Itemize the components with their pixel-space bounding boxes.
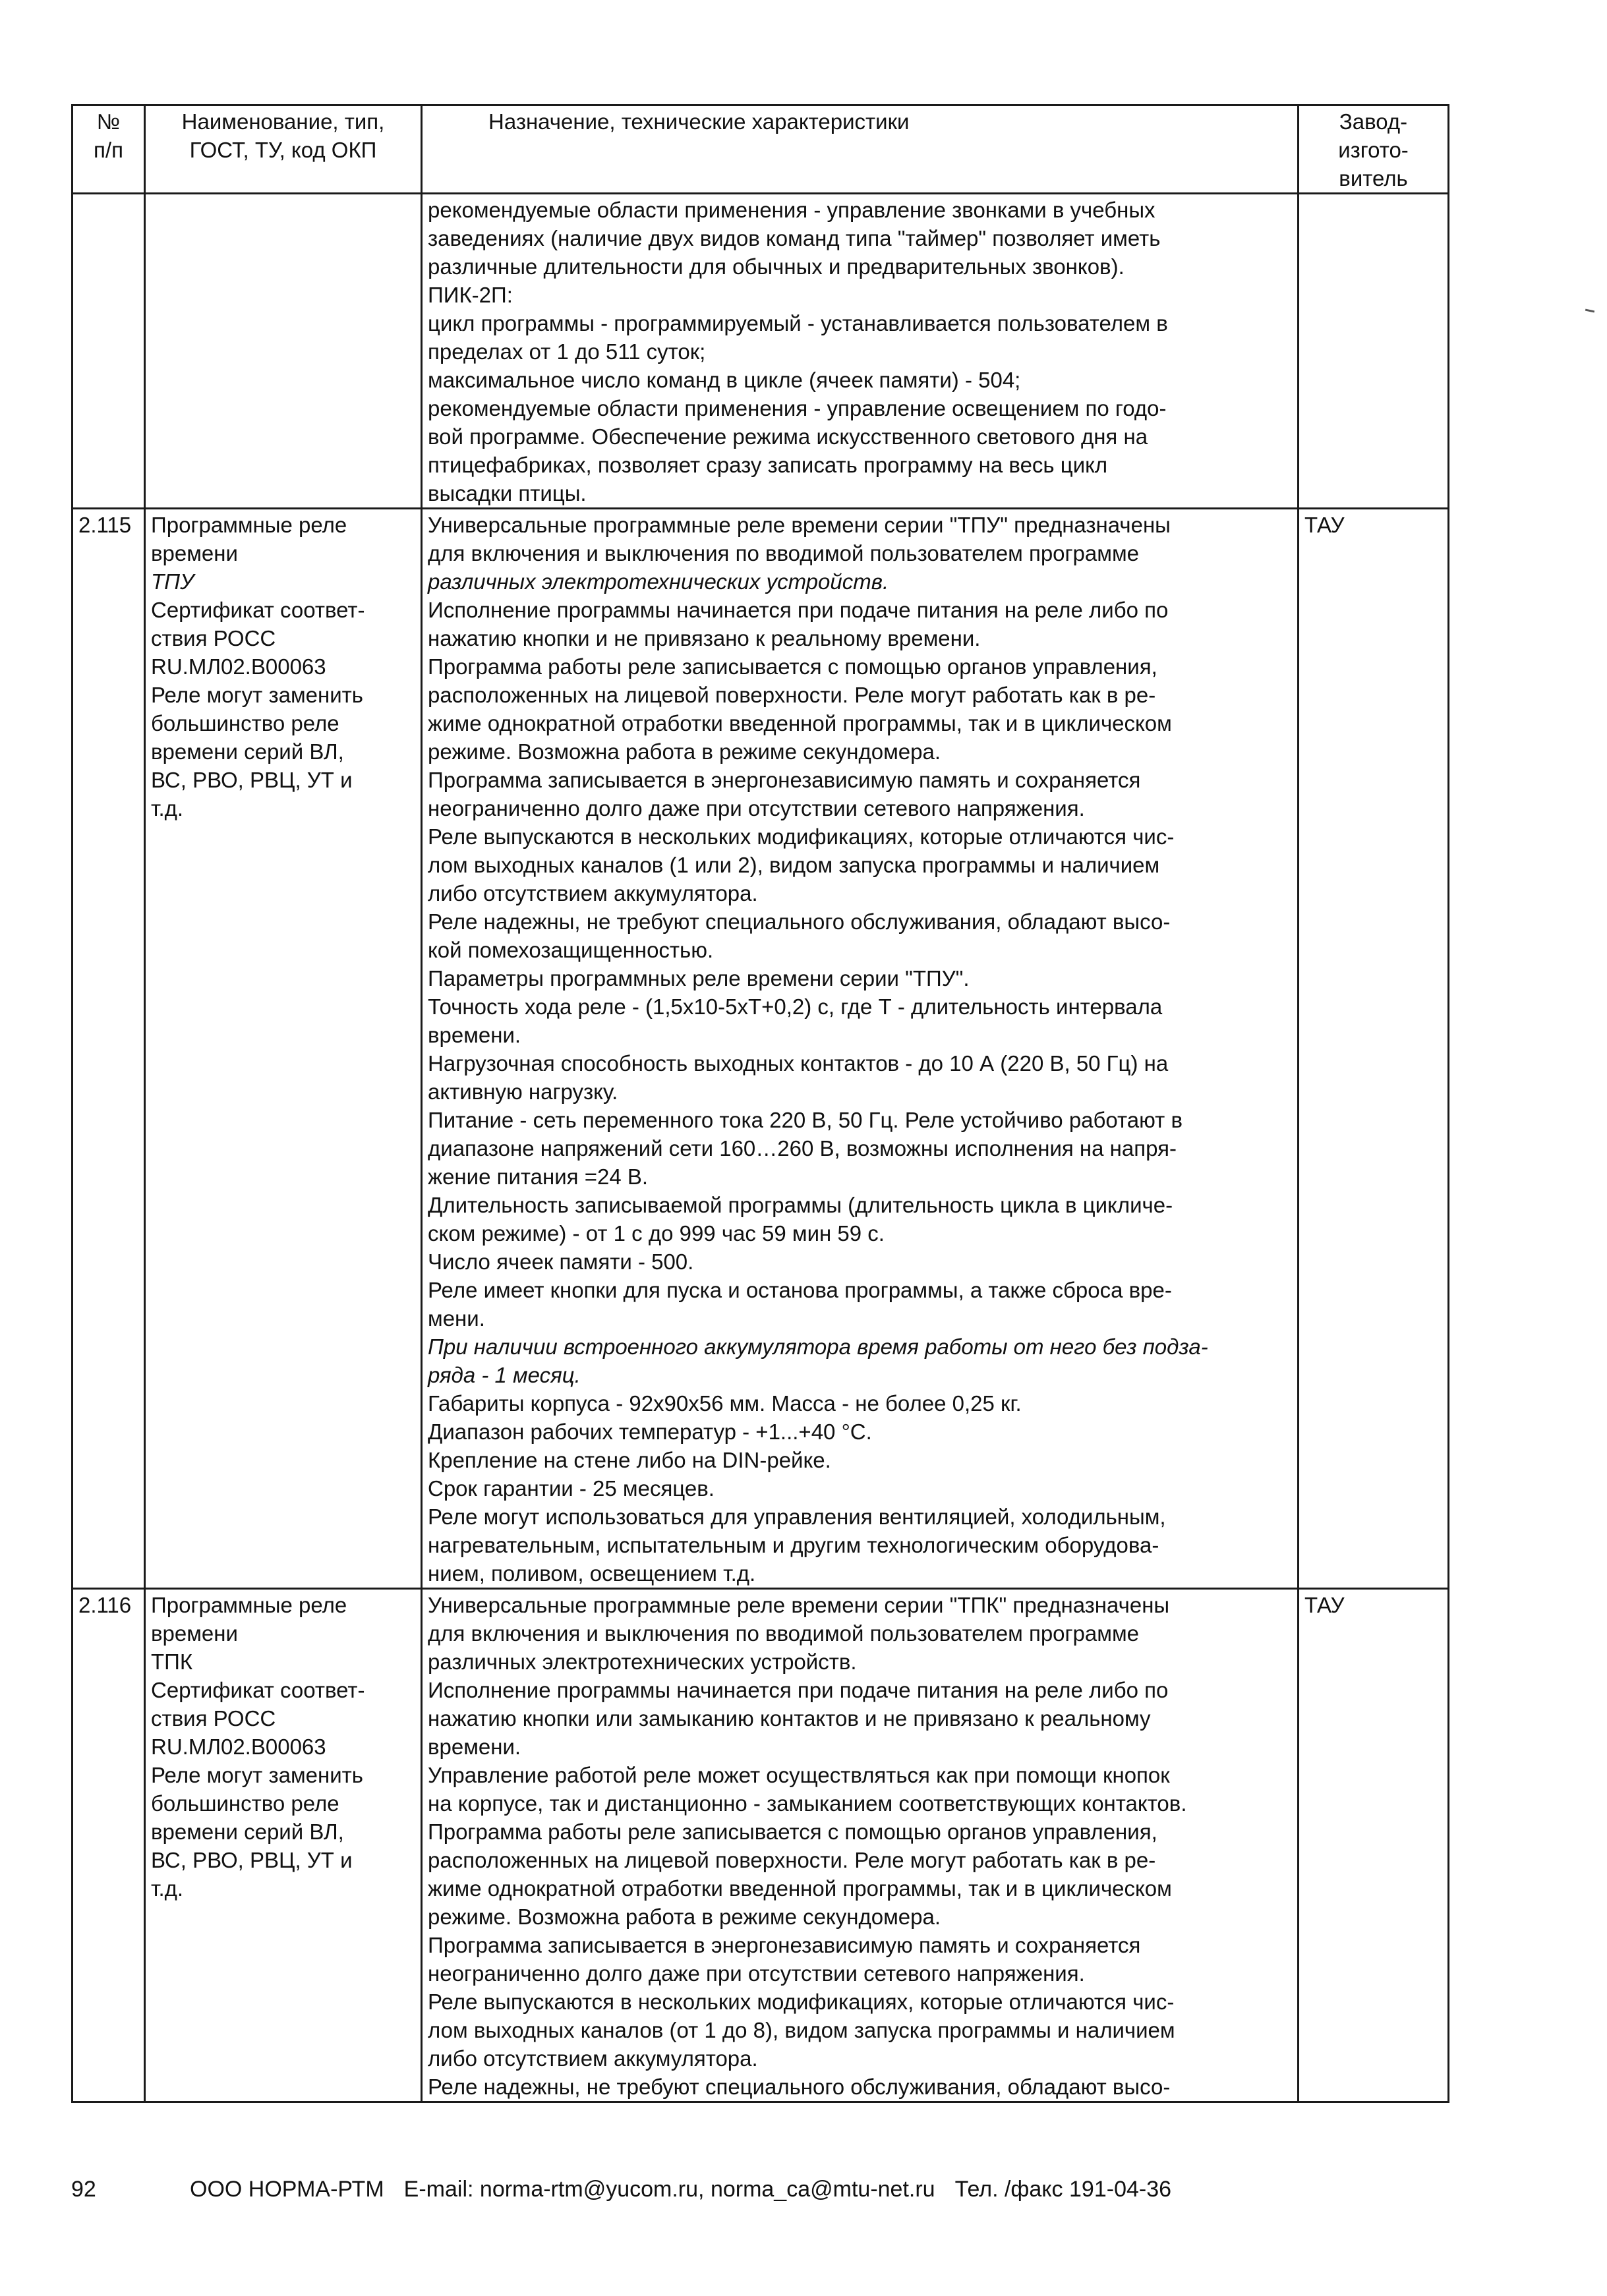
text-line: максимальное число команд в цикле (ячеек памяти) - 504; xyxy=(428,368,1021,392)
text-line: на корпусе, так и дистанционно - замыканием соответствующих контактов. xyxy=(428,1791,1187,1816)
footer-email-1: norma-rtm@yucom.ru, xyxy=(479,2177,705,2202)
text-line: цикл программы - программируемый - устанавливается пользователем в xyxy=(428,311,1168,335)
text-line: жиме однократной отработки введенной программы, так и в циклическом xyxy=(428,1876,1172,1901)
text-line: Реле надежны, не требуют специального обслуживания, обладают высо- xyxy=(428,909,1171,934)
cell-description xyxy=(422,194,1299,509)
table-row-2-116 xyxy=(73,1589,1449,2102)
text-line: птицефабриках, позволяет сразу записать программу на весь цикл xyxy=(428,453,1108,477)
text-line: Точность хода реле - (1,5х10-5хТ+0,2) с, где Т - длительность интервала xyxy=(428,994,1163,1019)
text-line: Программа записывается в энергонезависимую память и сохраняется xyxy=(428,1933,1141,1957)
text-line: Программа работы реле записывается с помощью органов управления, xyxy=(428,1820,1157,1844)
text-line: лом выходных каналов (от 1 до 8), видом запуска программы и наличием xyxy=(428,2018,1175,2042)
text-line: Питание - сеть переменного тока 220 В, 50 Гц. Реле устойчиво работают в xyxy=(428,1108,1183,1132)
text-line: Нагрузочная способность выходных контактов - до 10 А (220 В, 50 Гц) на xyxy=(428,1051,1169,1076)
text-line: нием, поливом, освещением т.д. xyxy=(428,1561,756,1586)
text-line: т.д. xyxy=(151,796,184,820)
text-line: ВС, РВО, РВЦ, УТ и xyxy=(151,768,353,792)
header-purpose: Назначение, технические характеристики xyxy=(422,105,1299,194)
text-line: Реле могут использоваться для управления вентиляцией, холодильным, xyxy=(428,1505,1166,1529)
text-line: рекомендуемые области применения - управление звонками в учебных xyxy=(428,198,1155,222)
text-line: Параметры программных реле времени серии "ТПУ". xyxy=(428,966,970,990)
text-line: Реле имеет кнопки для пуска и останова программы, а также сброса вре- xyxy=(428,1278,1172,1302)
cell-description xyxy=(422,509,1299,1589)
cell-maker xyxy=(1299,194,1449,509)
text-line: Программные реле xyxy=(151,1593,347,1617)
text-line: большинство реле xyxy=(151,1791,339,1816)
text-line: ТПУ xyxy=(151,569,194,594)
text-line: для включения и выключения по вводимой пользователем программе xyxy=(428,1621,1139,1646)
text-line: диапазоне напряжений сети 160…260 В, возможны исполнения на напря- xyxy=(428,1136,1177,1161)
text-line: времени серий ВЛ, xyxy=(151,1820,344,1844)
cell-maker: ТАУ xyxy=(1299,1589,1449,2102)
footer-company: ООО НОРМА-РТМ xyxy=(190,2177,384,2202)
text-line: мени. xyxy=(428,1306,485,1331)
text-line: Программа записывается в энергонезависимую память и сохраняется xyxy=(428,768,1141,792)
text-line: режиме. Возможна работа в режиме секундомера. xyxy=(428,739,941,764)
text-line: Программные реле xyxy=(151,513,347,537)
text-line: кой помехозащищенностью. xyxy=(428,938,714,962)
text-line: расположенных на лицевой поверхности. Реле могут работать как в ре- xyxy=(428,1848,1156,1872)
text-line: времени xyxy=(151,1621,238,1646)
text-line: либо отсутствием аккумулятора. xyxy=(428,881,758,905)
cell-name xyxy=(145,1589,422,2102)
text-line: либо отсутствием аккумулятора. xyxy=(428,2046,758,2071)
text-line: ВС, РВО, РВЦ, УТ и xyxy=(151,1848,353,1872)
text-line: Реле надежны, не требуют специального обслуживания, обладают высо- xyxy=(428,2075,1171,2099)
text-line: Крепление на стене либо на DIN-рейке. xyxy=(428,1448,831,1472)
catalog-table xyxy=(71,104,1449,2103)
text-line: RU.МЛ02.В00063 xyxy=(151,654,326,679)
text-line: заведениях (наличие двух видов команд типа "таймер" позволяет иметь xyxy=(428,226,1161,250)
text-line: т.д. xyxy=(151,1876,184,1901)
text-line: жение питания =24 В. xyxy=(428,1164,649,1189)
text-line: Программа работы реле записывается с помощью органов управления, xyxy=(428,654,1157,679)
text-line: Управление работой реле может осуществляться как при помощи кнопок xyxy=(428,1763,1170,1787)
text-line: При наличии встроенного аккумулятора время работы от него без подза- xyxy=(428,1335,1208,1359)
text-line: рекомендуемые области применения - управление освещением по годо- xyxy=(428,396,1167,420)
text-line: неограниченно долго даже при отсутствии сетевого напряжения. xyxy=(428,1961,1085,1986)
text-line: Габариты корпуса - 92х90х56 мм. Масса - не более 0,25 кг. xyxy=(428,1391,1022,1416)
cell-no: 2.115 xyxy=(73,509,145,1589)
header-maker: Завод- изгото- витель xyxy=(1299,105,1449,194)
text-line: нажатию кнопки и не привязано к реальному времени. xyxy=(428,626,981,650)
text-line: времени xyxy=(151,541,238,565)
text-line: Сертификат соответ- xyxy=(151,598,365,622)
text-line: режиме. Возможна работа в режиме секундомера. xyxy=(428,1905,941,1929)
text-line: RU.МЛ02.В00063 xyxy=(151,1735,326,1759)
text-line: ствия РОСС xyxy=(151,1706,276,1731)
table-row-continuation xyxy=(73,194,1449,509)
text-line: Исполнение программы начинается при подаче питания на реле либо по xyxy=(428,1678,1169,1702)
scan-mark xyxy=(1585,309,1594,313)
page-number: 92 xyxy=(71,2177,96,2202)
text-line: Универсальные программные реле времени серии "ТПК" предназначены xyxy=(428,1593,1170,1617)
cell-name xyxy=(145,509,422,1589)
footer-email-2: norma_ca@mtu-net.ru xyxy=(710,2177,935,2202)
text-line: ПИК-2П: xyxy=(428,283,513,307)
footer-email-label: E-mail: xyxy=(403,2177,474,2202)
text-line: времени. xyxy=(428,1023,521,1047)
header-no: № п/п xyxy=(73,105,145,194)
page-footer xyxy=(71,2175,1455,2204)
text-line: жиме однократной отработки введенной программы, так и в циклическом xyxy=(428,711,1172,735)
text-line: ряда - 1 месяц. xyxy=(428,1363,581,1387)
text-line: различных электротехнических устройств. xyxy=(428,1650,857,1674)
text-line: Длительность записываемой программы (длительность цикла в цикличе- xyxy=(428,1193,1173,1217)
text-line: Универсальные программные реле времени серии "ТПУ" предназначены xyxy=(428,513,1171,537)
text-line: высадки птицы. xyxy=(428,481,587,505)
text-line: времени. xyxy=(428,1735,521,1759)
text-line: Реле выпускаются в нескольких модификациях, которые отличаются чис- xyxy=(428,824,1175,849)
text-line: различных электротехнических устройств. xyxy=(428,569,889,594)
cell-maker: ТАУ xyxy=(1299,509,1449,1589)
text-line: неограниченно долго даже при отсутствии сетевого напряжения. xyxy=(428,796,1085,820)
text-line: нагревательным, испытательным и другим технологическим оборудова- xyxy=(428,1533,1159,1557)
text-line: ТПК xyxy=(151,1650,193,1674)
text-line: Срок гарантии - 25 месяцев. xyxy=(428,1476,715,1501)
text-line: нажатию кнопки или замыканию контактов и не привязано к реальному xyxy=(428,1706,1151,1731)
footer-phone: 191-04-36 xyxy=(1069,2177,1172,2202)
text-line: различные длительности для обычных и предварительных звонков). xyxy=(428,254,1125,279)
text-line: Диапазон рабочих температур - +1...+40 °С. xyxy=(428,1420,872,1444)
text-line: Реле выпускаются в нескольких модификациях, которые отличаются чис- xyxy=(428,1990,1175,2014)
cell-name xyxy=(145,194,422,509)
text-line: Сертификат соответ- xyxy=(151,1678,365,1702)
footer-phone-label: Тел. /факс xyxy=(954,2177,1063,2202)
table-header-row xyxy=(73,105,1449,194)
cell-description xyxy=(422,1589,1299,2102)
text-line: времени серий ВЛ, xyxy=(151,739,344,764)
text-line: Исполнение программы начинается при подаче питания на реле либо по xyxy=(428,598,1169,622)
text-line: Число ячеек памяти - 500. xyxy=(428,1249,694,1274)
text-line: для включения и выключения по вводимой пользователем программе xyxy=(428,541,1139,565)
text-line: пределах от 1 до 511 суток; xyxy=(428,339,706,364)
text-line: Реле могут заменить xyxy=(151,1763,363,1787)
text-line: ствия РОСС xyxy=(151,626,276,650)
text-line: лом выходных каналов (1 или 2), видом запуска программы и наличием xyxy=(428,853,1160,877)
text-line: активную нагрузку. xyxy=(428,1079,618,1104)
text-line: вой программе. Обеспечение режима искусственного светового дня на xyxy=(428,424,1148,449)
text-line: расположенных на лицевой поверхности. Реле могут работать как в ре- xyxy=(428,683,1156,707)
cell-no: 2.116 xyxy=(73,1589,145,2102)
table-row-2-115 xyxy=(73,509,1449,1589)
header-name: Наименование, тип, ГОСТ, ТУ, код ОКП xyxy=(145,105,422,194)
cell-no xyxy=(73,194,145,509)
text-line: большинство реле xyxy=(151,711,339,735)
text-line: Реле могут заменить xyxy=(151,683,363,707)
text-line: ском режиме) - от 1 с до 999 час 59 мин 59 с. xyxy=(428,1221,885,1246)
